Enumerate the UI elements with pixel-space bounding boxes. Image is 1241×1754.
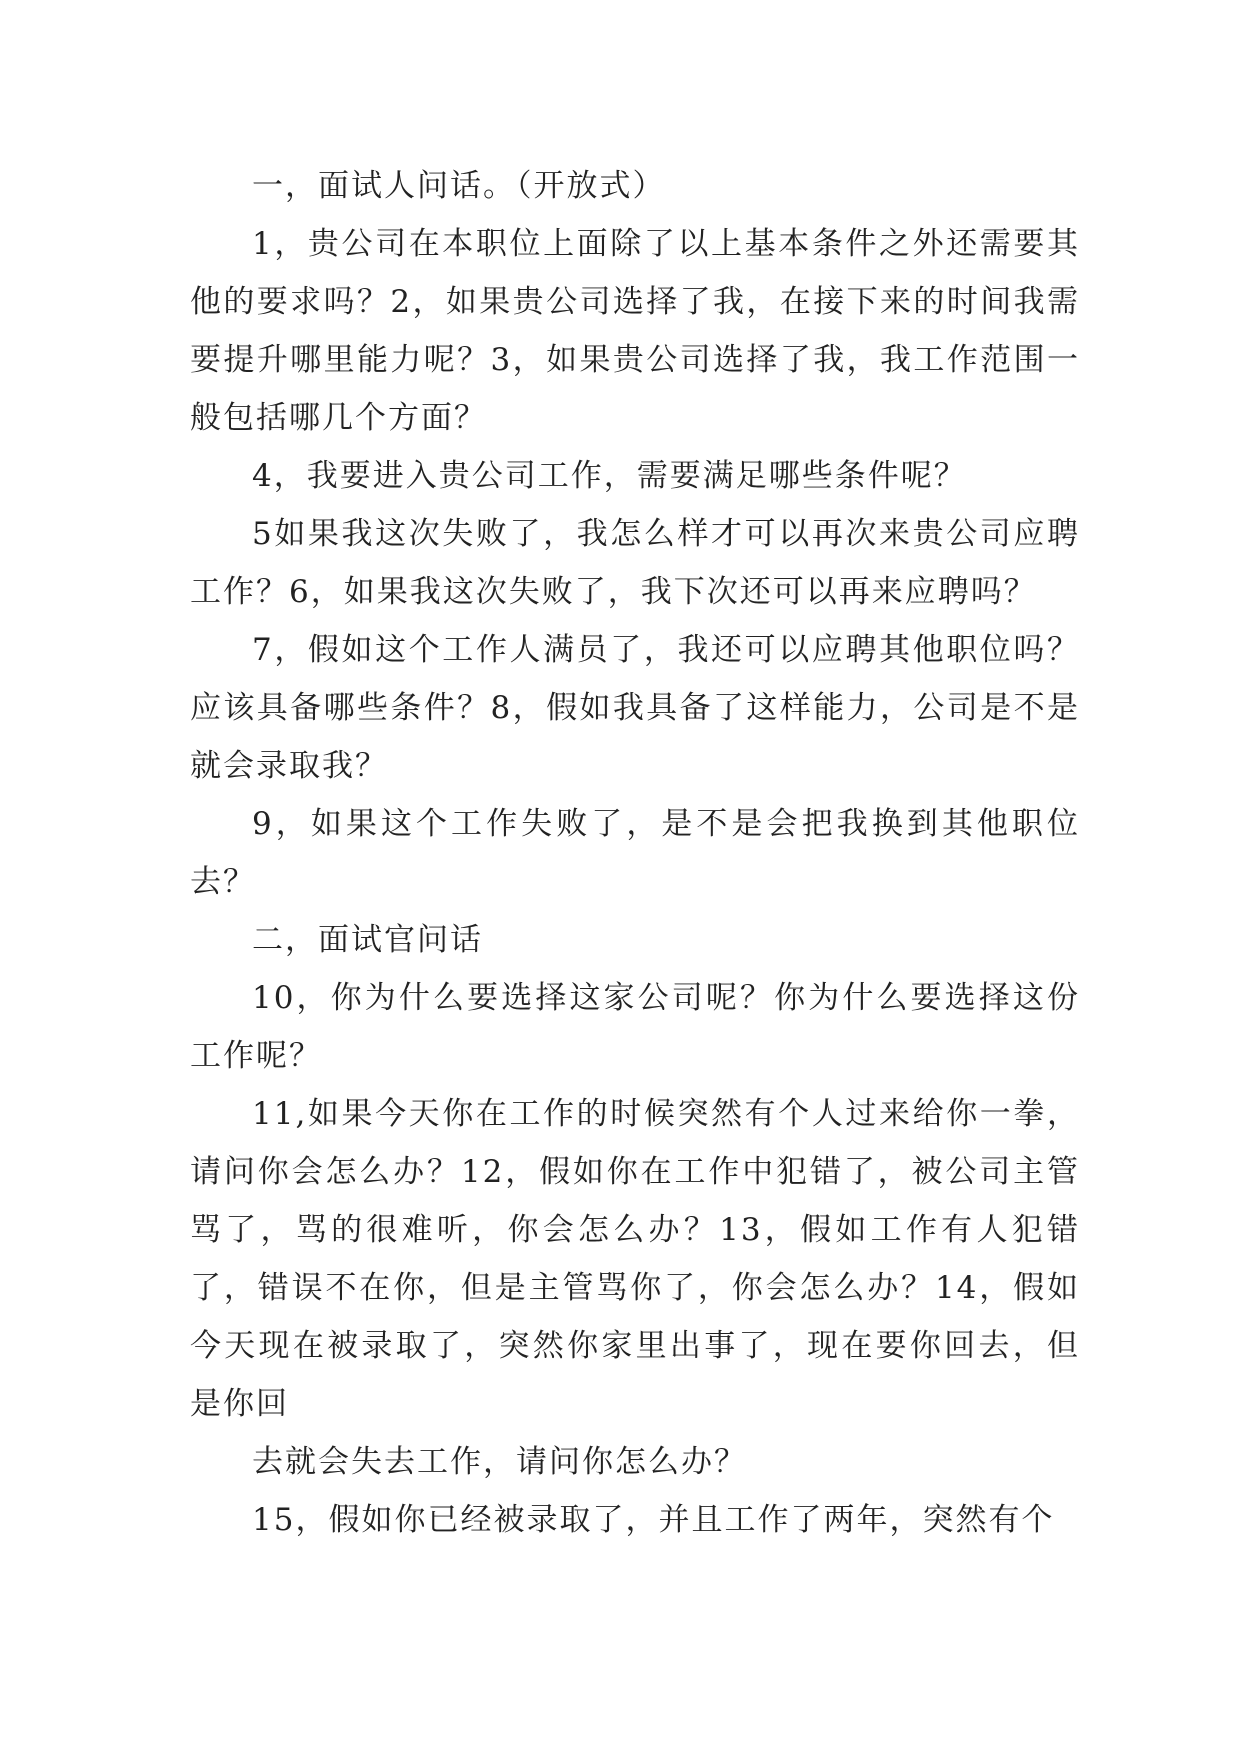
paragraph-questions-7-8: 7，假如这个工作人满员了，我还可以应聘其他职位吗？应该具备哪些条件？8，假如我具备了这样能力，公司是不是就会录取我？ bbox=[190, 632, 1080, 784]
paragraph-questions-1-3: 1，贵公司在本职位上面除了以上基本条件之外还需要其他的要求吗？2，如果贵公司选择了我，在接下来的时间我需要提升哪里能力呢？3，如果贵公司选择了我，我工作范围一般包括哪几个方面？ bbox=[190, 226, 1080, 436]
paragraph-question-10: 10，你为什么要选择这家公司呢？你为什么要选择这份工作呢？ bbox=[190, 980, 1080, 1074]
paragraph-questions-11-14: 11,如果今天你在工作的时候突然有个人过来给你一拳，请问你会怎么办？12，假如你在工作中犯错了，被公司主管骂了，骂的很难听，你会怎么办？13，假如工作有人犯错了，错误不在你，但是主管骂你了，你会怎么办？14，假如今天现在被录取了，突然你家里出事了，现在要你回去，但是你回 bbox=[190, 1096, 1080, 1422]
section-heading-interviewee: 一，面试人问话。（开放式） bbox=[252, 168, 666, 204]
paragraph-question-4: 4，我要进入贵公司工作，需要满足哪些条件呢？ bbox=[252, 458, 967, 494]
paragraph-question-15: 15，假如你已经被录取了，并且工作了两年，突然有个 bbox=[252, 1502, 1055, 1538]
document-body bbox=[190, 157, 1080, 1549]
section-heading-interviewer: 二，面试官问话 bbox=[252, 922, 483, 958]
paragraph-question-14-continued: 去就会失去工作，请问你怎么办？ bbox=[252, 1444, 747, 1480]
paragraph-questions-5-6: 5如果我这次失败了，我怎么样才可以再次来贵公司应聘工作？6，如果我这次失败了，我下次还可以再来应聘吗？ bbox=[190, 516, 1080, 610]
paragraph-question-9: 9，如果这个工作失败了，是不是会把我换到其他职位去？ bbox=[190, 806, 1080, 900]
